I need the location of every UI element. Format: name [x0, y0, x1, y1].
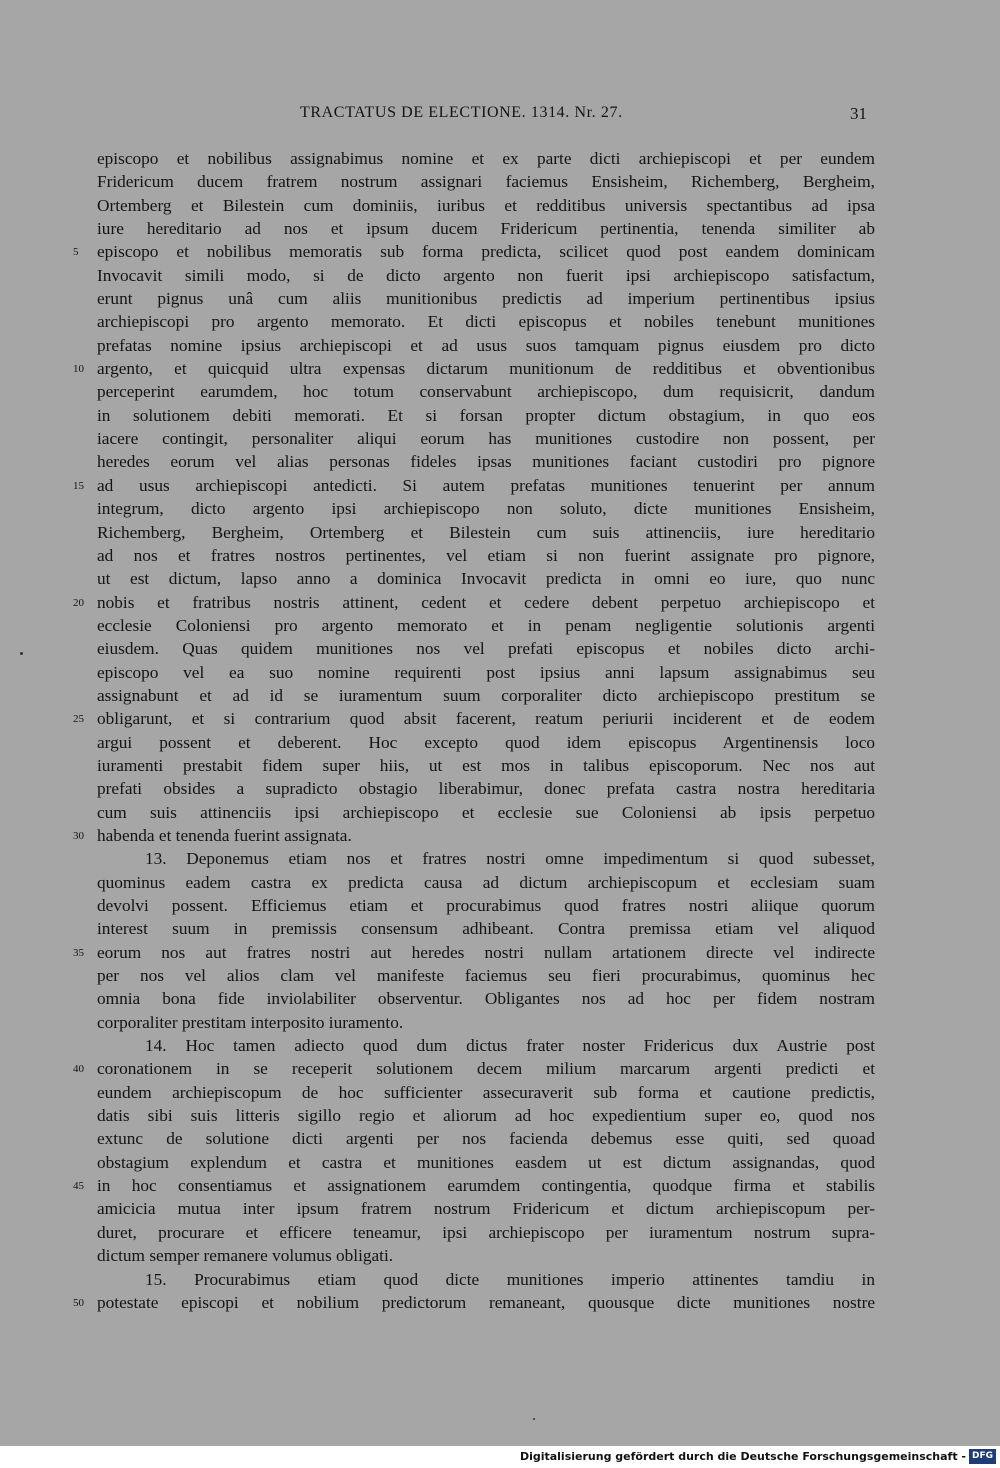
text-line: [97, 754, 875, 777]
line-text: assignabunt et ad id se iuramentum suum corporaliter dicto archiepiscopo prestitum se: [97, 685, 875, 705]
line-text: Ortemberg et Bilestein cum dominiis, iuribus et redditibus universis spectantibus ad ipsa: [97, 195, 875, 215]
scan-speck: [20, 652, 23, 655]
line-text: heredes eorum vel alias personas fideles ipsas munitiones faciant custodiri pro pignore: [97, 452, 875, 472]
line-text: iure hereditario ad nos et ipsum ducem Fridericum pertinentia, tenenda similiter ab: [97, 219, 875, 239]
line-text: quominus eadem castra ex predicta causa ad dictum archiepiscopum et ecclesiam suam: [97, 872, 875, 892]
line-text: prefatas nomine ipsius archiepiscopi et ad usus suos tamquam pignus eiusdem pro dicto: [97, 335, 875, 355]
line-text: 14. Hoc tamen adiecto quod dum dictus frater noster Fridericus dux Austrie post: [145, 1036, 875, 1056]
line-text: episcopo et nobilibus assignabimus nomine et ex parte dicti archiepiscopi et per eundem: [97, 149, 875, 168]
text-line: [97, 287, 875, 310]
text-line: [97, 194, 875, 217]
text-line: [97, 637, 875, 660]
line-text: habenda et tenenda fuerint assignata.: [97, 825, 352, 845]
text-line: [97, 894, 875, 917]
text-line: [97, 170, 875, 193]
line-text: corporaliter prestitam interposito iuramento.: [97, 1012, 404, 1032]
line-text: in hoc consentiamus et assignationem earumdem contingentia, quodque firma et stabilis: [97, 1176, 875, 1196]
text-line: [97, 917, 875, 940]
line-text: interest suum in premissis consensum adhibeant. Contra premissa etiam vel aliquod: [97, 919, 875, 939]
text-line: [73, 357, 875, 380]
text-line: [97, 334, 875, 357]
running-title: TRACTATUS DE ELECTIONE. 1314. Nr. 27.: [300, 104, 623, 121]
line-number: 35: [73, 946, 84, 959]
text-line: [97, 731, 875, 754]
line-text: ad usus archiepiscopi antedicti. Si autem prefatas munitiones tenuerint per annum: [97, 475, 875, 495]
text-line: [97, 1011, 875, 1034]
text-line: [97, 264, 875, 287]
text-line: [97, 310, 875, 333]
text-line: [97, 404, 875, 427]
text-line: [97, 450, 875, 473]
line-text: per nos vel alios clam vel manifeste faciemus seu fieri procurabimus, quominus hec: [97, 966, 875, 986]
text-line: [97, 801, 875, 824]
line-number: 30: [73, 829, 84, 842]
text-line: [97, 871, 875, 894]
line-text: Fridericum ducem fratrem nostrum assignari faciemus Ensisheim, Richemberg, Bergheim,: [97, 172, 875, 192]
text-line: [73, 941, 875, 964]
line-text: extunc de solutione dicti argenti per nos facienda debemus esse quiti, sed quoad: [97, 1129, 875, 1149]
page-header: [0, 104, 1000, 126]
line-text: prefati obsides a supradicto obstagio liberabimur, donec prefata castra nostra hereditaria: [97, 779, 875, 799]
text-line: [73, 240, 875, 263]
line-text: datis sibi suis litteris sigillo regio et aliorum ad hoc expedientium super eo, quod nos: [97, 1106, 875, 1126]
text-line: [73, 824, 875, 847]
text-line: [97, 1104, 875, 1127]
text-line: [73, 1174, 875, 1197]
text-line: [97, 147, 875, 170]
line-text: 13. Deponemus etiam nos et fratres nostri omne impedimentum si quod subesset,: [145, 849, 875, 869]
text-line: [73, 1057, 875, 1080]
text-line: [97, 847, 875, 870]
line-number: 45: [73, 1180, 84, 1193]
line-number: 50: [73, 1296, 84, 1309]
text-line: [97, 427, 875, 450]
line-text: nobis et fratribus nostris attinent, cedent et cedere debent perpetuo archiepiscopo et: [97, 592, 875, 612]
line-text: amicicia mutua inter ipsum fratrem nostrum Fridericum et dictum archiepiscopum per-: [97, 1199, 875, 1219]
text-line: [97, 964, 875, 987]
line-text: erunt pignus unâ cum aliis munitionibus predictis ad imperium pertinentibus ipsius: [97, 289, 875, 309]
text-line: [97, 544, 875, 567]
line-text: Richemberg, Bergheim, Ortemberg et Bilestein cum suis attinenciis, iure hereditario: [97, 522, 875, 542]
body-text: [73, 147, 875, 1314]
text-line: [97, 521, 875, 544]
line-text: ad nos et fratres nostros pertinentes, vel etiam si non fuerint assignate pro pignore,: [97, 545, 875, 565]
line-text: argui possent et deberent. Hoc excepto quod idem episcopus Argentinensis loco: [97, 732, 875, 752]
line-text: duret, procurare et efficere teneamur, ipsi archiepiscopo per iuramentum nostrum supra-: [97, 1222, 875, 1242]
text-line: [97, 1151, 875, 1174]
text-line: [73, 1291, 875, 1314]
line-text: devolvi possent. Efficiemus etiam et procurabimus quod fratres nostri aliique quorum: [97, 896, 875, 915]
line-text: eorum nos aut fratres nostri aut heredes nostri nullam artationem directe vel indirecte: [97, 942, 875, 962]
text-line: [73, 474, 875, 497]
text-line: [73, 591, 875, 614]
text-line: [97, 987, 875, 1010]
line-text: iacere contingit, personaliter aliqui eorum has munitiones custodire non possent, per: [97, 429, 875, 449]
line-text: episcopo vel ea suo nomine requirenti post ipsius anni lapsum assignabimus seu: [97, 662, 875, 682]
line-number: 25: [73, 713, 84, 726]
line-text: obligarunt, et si contrarium quod absit facerent, reatum periurii inciderent et de eodem: [97, 709, 875, 729]
text-line: [97, 1268, 875, 1291]
text-line: [97, 1221, 875, 1244]
scan-speck: [533, 1418, 535, 1420]
line-text: archiepiscopi pro argento memorato. Et dicti episcopus et nobiles tenebunt munitiones: [97, 312, 875, 332]
text-line: [97, 1197, 875, 1220]
line-text: eundem archiepiscopum de hoc sufficienter assecuraverit sub forma et cautione predictis,: [97, 1082, 875, 1102]
line-text: ut est dictum, lapso anno a dominica Invocavit predicta in omni eo iure, quo nunc: [97, 569, 875, 589]
text-line: [97, 567, 875, 590]
line-text: coronationem in se receperit solutionem decem milium marcarum argenti predicti et: [97, 1059, 875, 1079]
page-number: 31: [850, 104, 867, 123]
line-text: in solutionem debiti memorati. Et si forsan propter dictum obstagium, in quo eos: [97, 405, 875, 425]
line-text: eiusdem. Quas quidem munitiones nos vel prefati episcopus et nobiles dicto archi-: [97, 639, 875, 659]
line-number: 40: [73, 1063, 84, 1076]
line-text: iuramenti prestabit fidem super hiis, ut est mos in talibus episcoporum. Nec nos aut: [97, 755, 875, 775]
line-text: Invocavit simili modo, si de dicto argento non fuerit ipsi archiepiscopo satisfactum,: [97, 265, 875, 285]
funding-credit: Digitalisierung gefördert durch die Deutsche Forschungsgemeinschaft -: [519, 1450, 966, 1463]
text-line: [97, 1127, 875, 1150]
line-number: 20: [73, 596, 84, 609]
text-line: [97, 1081, 875, 1104]
line-number: 15: [73, 479, 84, 492]
text-line: [97, 614, 875, 637]
line-text: cum suis attinenciis ipsi archiepiscopo et ecclesie sue Coloniensi ab ipsis perpetuo: [97, 802, 875, 822]
line-text: perceperint earumdem, hoc totum conservabunt archiepiscopo, dum requisicrit, dandum: [97, 382, 875, 402]
text-line: [97, 684, 875, 707]
text-line: [97, 1034, 875, 1057]
line-number: 5: [73, 246, 79, 259]
line-number: 10: [73, 363, 84, 376]
line-text: omnia bona fide inviolabiliter observentur. Obligantes nos ad hoc per fidem nostram: [97, 989, 875, 1009]
line-text: obstagium explendum et castra et munitiones easdem ut est dictum assignandas, quod: [97, 1152, 875, 1172]
line-text: potestate episcopi et nobilium predictorum remaneant, quousque dicte munitiones nostre: [97, 1292, 875, 1312]
line-text: argento, et quicquid ultra expensas dictarum munitionum de redditibus et obventionibus: [97, 359, 875, 379]
text-line: [97, 217, 875, 240]
text-line: [73, 707, 875, 730]
text-line: [97, 380, 875, 403]
dfg-logo: DFG: [969, 1449, 996, 1464]
line-text: 15. Procurabimus etiam quod dicte munitiones imperio attinentes tamdiu in: [145, 1269, 875, 1289]
line-text: ecclesie Coloniensi pro argento memorato et in penam negligentie solutionis argenti: [97, 615, 875, 635]
line-text: dictum semper remanere volumus obligati.: [97, 1246, 394, 1266]
line-text: integrum, dicto argento ipsi archiepiscopo non soluto, dicte munitiones Ensisheim,: [97, 499, 875, 519]
line-text: episcopo et nobilibus memoratis sub forma predicta, scilicet quod post eandem dominicam: [97, 242, 875, 262]
digitization-footer: [0, 1446, 1000, 1468]
text-line: [97, 661, 875, 684]
text-line: [97, 1244, 875, 1267]
text-line: [97, 497, 875, 520]
text-line: [97, 777, 875, 800]
